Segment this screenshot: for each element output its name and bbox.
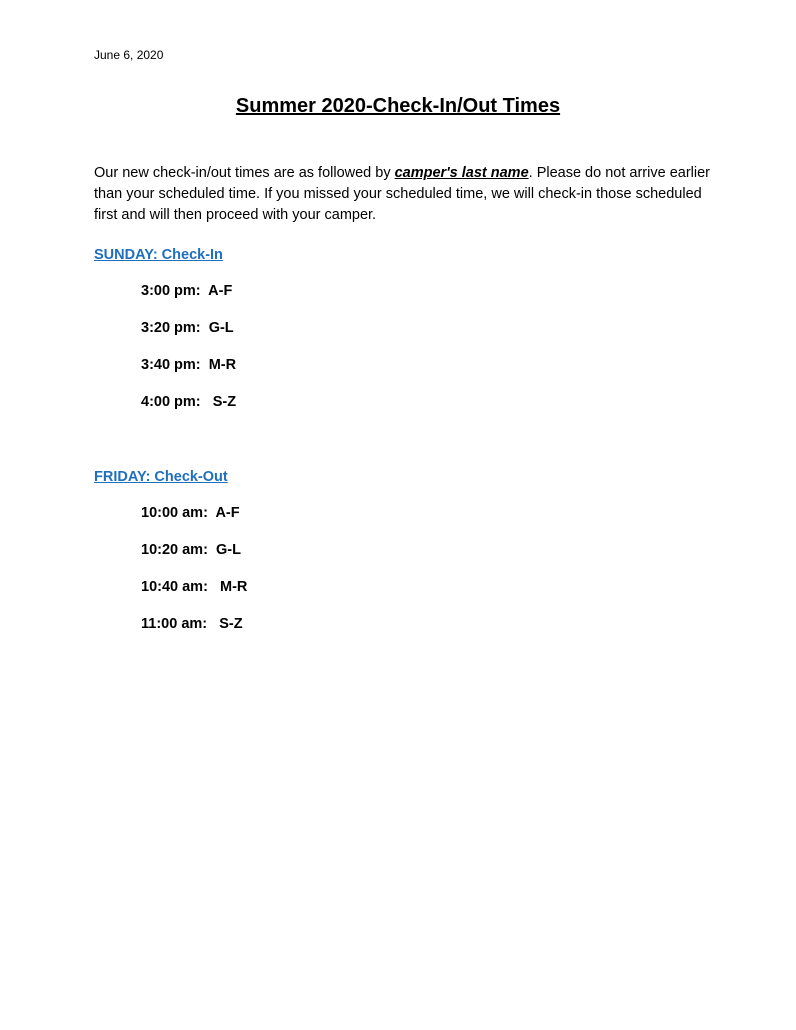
document-title: Summer 2020-Check-In/Out Times (235, 95, 561, 117)
intro-paragraph (94, 163, 714, 226)
intro-text-before: Our new check-in/out times are as followed by (94, 165, 395, 181)
time-slot-time: 10:20 am: (141, 542, 208, 558)
time-slot-row (141, 542, 247, 579)
time-slot-time: 3:20 pm: (141, 320, 201, 336)
time-slot-time: 3:40 pm: (141, 357, 201, 373)
time-slot-range: M-R (208, 357, 237, 373)
document-date: June 6, 2020 (94, 48, 164, 62)
time-slot-range: G-L (208, 320, 234, 336)
time-slot-range: A-F (208, 283, 233, 299)
intro-emphasis: camper's last name (394, 165, 529, 181)
time-slot-row (141, 579, 247, 616)
time-slot-range: A-F (215, 505, 240, 521)
time-slot-range: S-Z (219, 616, 243, 632)
time-slot-row (141, 357, 236, 394)
time-slot-row (141, 616, 247, 653)
time-slot-range: M-R (220, 579, 248, 595)
time-slot-time: 4:00 pm: (141, 394, 201, 410)
time-slot-time: 3:00 pm: (141, 283, 201, 299)
friday-times-list (141, 505, 247, 653)
time-slot-range: G-L (215, 542, 241, 558)
time-slot-time: 11:00 am: (141, 616, 208, 632)
friday-checkout-link[interactable]: FRIDAY: Check-Out (94, 469, 228, 485)
intro-text-after: . Please do not arrive earlier than your scheduled time. If you missed your scheduled time, we will check-in those scheduled first and will then proceed with your camper. (94, 165, 710, 223)
time-slot-time: 10:40 am: (141, 579, 208, 595)
time-slot-row (141, 320, 236, 357)
time-slot-time: 10:00 am: (141, 505, 208, 521)
time-slot-row (141, 394, 236, 431)
sunday-times-list (141, 283, 236, 431)
time-slot-row (141, 283, 236, 320)
sunday-checkin-link[interactable]: SUNDAY: Check-In (94, 247, 223, 263)
time-slot-row (141, 505, 247, 542)
time-slot-range: S-Z (212, 394, 237, 410)
